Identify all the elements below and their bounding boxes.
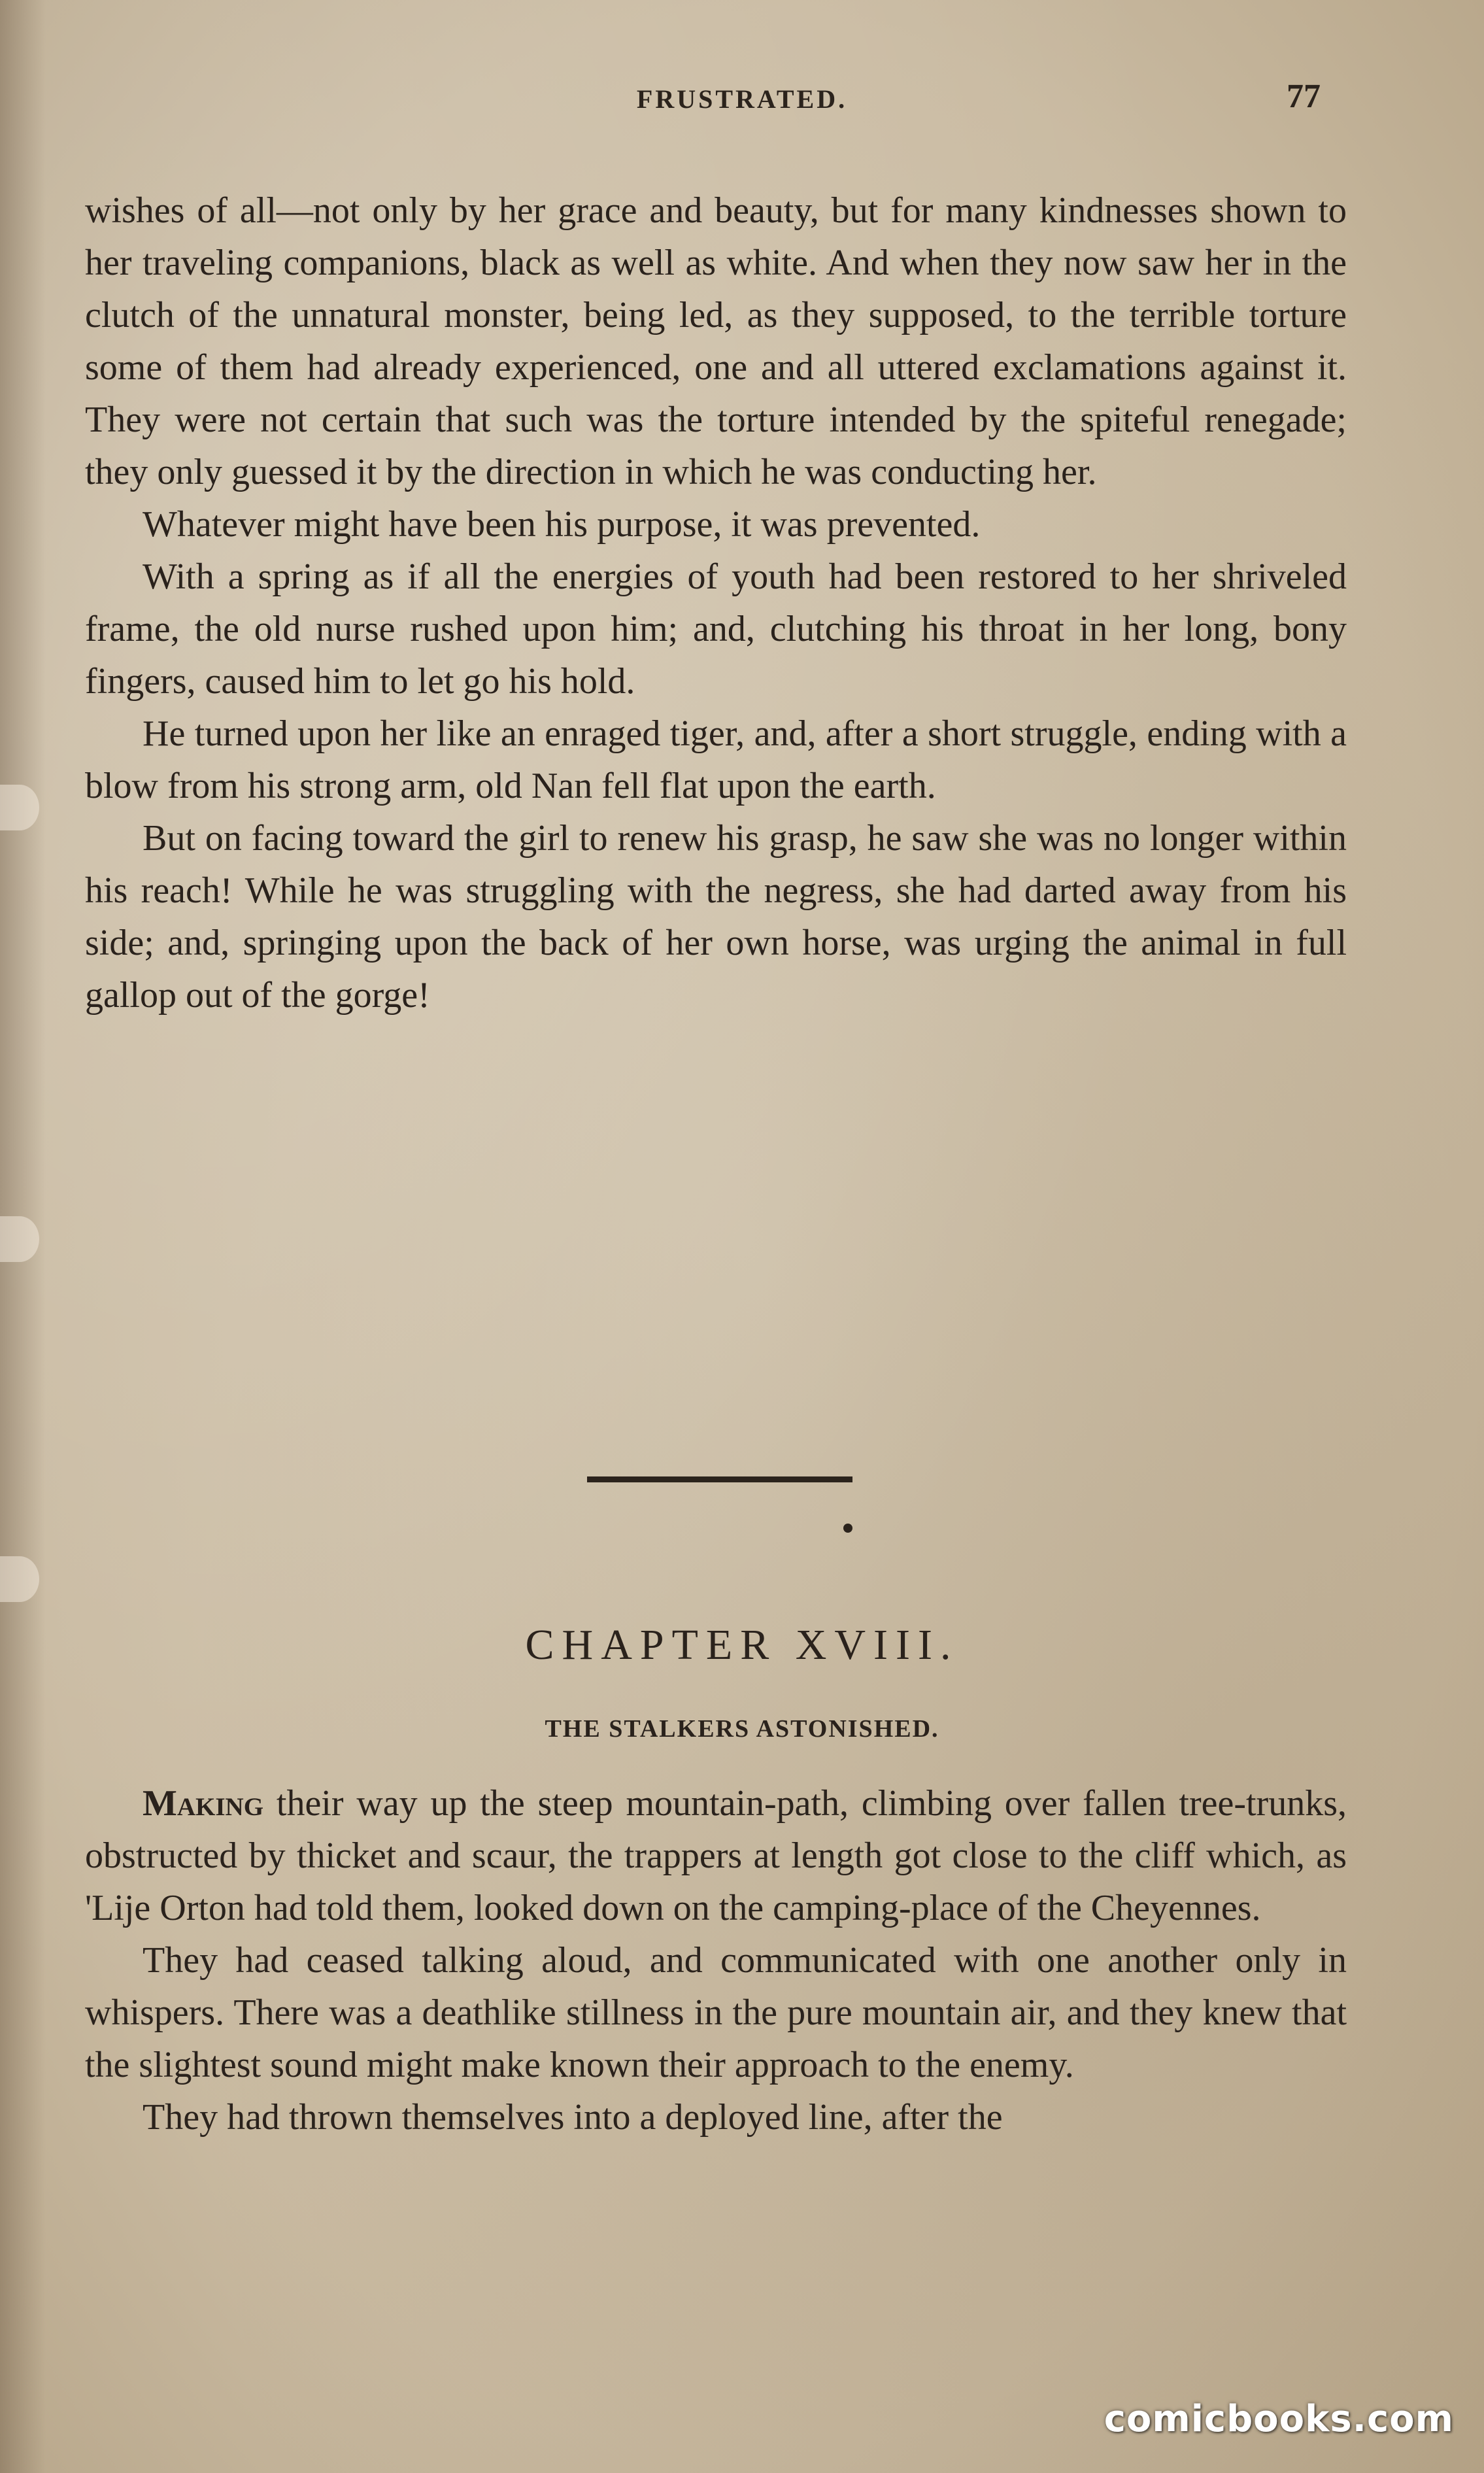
divider-dot	[843, 1524, 852, 1533]
paragraph: With a spring as if all the energies of youth had been restored to her shriveled frame, the old nurse rushed upon him; and, clutching his throat in her long, bony fingers, caused him to let go his hold.	[85, 556, 1347, 702]
drop-lead-word: Making	[143, 1783, 264, 1824]
paragraph: He turned upon her like an enraged tiger, and, after a short struggle, ending with a blow from his strong arm, old Nan fell flat upon the earth.	[85, 713, 1347, 806]
page-number: 77	[1287, 78, 1321, 115]
chapter-title: CHAPTER XVIII.	[525, 1621, 959, 1669]
paragraph: Whatever might have been his purpose, it was prevented.	[143, 504, 981, 545]
paragraph: They had thrown themselves into a deployed line, after the	[143, 2097, 1003, 2138]
text-block-top	[85, 184, 1347, 1021]
page-tear-mark	[0, 1556, 39, 1602]
running-head: FRUSTRATED.	[636, 84, 848, 114]
text-block-bottom	[85, 1777, 1347, 2143]
chapter-subtitle: THE STALKERS ASTONISHED.	[545, 1715, 939, 1743]
paragraph: wishes of all—not only by her grace and beauty, but for many kindnesses shown to her traveling companions, black as well as white. And when they now saw her in the clutch of the unnatural monster, being led, as they supposed, to the terrible torture some of them had already experienced, one and all uttered exclamations against it. They were not certain that such was the torture intended by the spiteful renegade; they only guessed it by the direction in which he was conducting her.	[85, 190, 1347, 492]
paragraph-text: their way up the steep mountain-path, climbing over fallen tree-trunks, obstructed by thicket and scaur, the trappers at length got close to the cliff which, as 'Lije Orton had told them, looked down on the camping-place of the Cheyennes.	[85, 1783, 1347, 1928]
watermark-text: comicbooks.com	[1104, 2398, 1454, 2440]
section-divider-rule	[587, 1476, 852, 1482]
paragraph: But on facing toward the girl to renew his grasp, he saw she was no longer within his reach! While he was struggling with the negress, she had darted away from his side; and, springing upon the back of her own horse, was urging the animal in full gallop out of the gorge!	[85, 818, 1347, 1015]
paragraph	[85, 1777, 1347, 1934]
paragraph: They had ceased talking aloud, and communicated with one another only in whispers. There was a deathlike stillness in the pure mountain air, and they knew that the slightest sound might make known their approach to the enemy.	[85, 1940, 1347, 2085]
page-tear-mark	[0, 1216, 39, 1262]
page-tear-mark	[0, 785, 39, 830]
